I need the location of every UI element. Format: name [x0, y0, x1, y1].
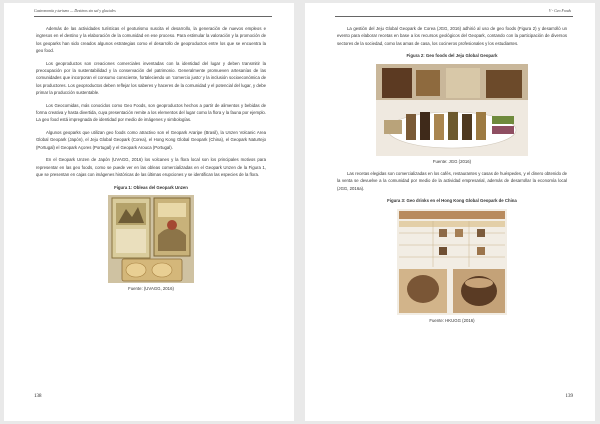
left-header-rule	[34, 16, 272, 17]
right-paragraph-2: Las recetas elegidas son comercializadas en los cafés, restaurantes y casas de huéspedes, y el dinero obtenido de la venta se devuelve a la comunidad por medio de la actividad empresarial, además de desarrollar la economía local (JGG, 2016a).	[337, 170, 567, 191]
figure-3-source: Fuente: HKUGG (2016)	[429, 317, 475, 323]
figure-1-photo	[108, 195, 194, 283]
right-running-header: V - Geo Foods	[548, 9, 571, 13]
left-page-number: 138	[34, 394, 42, 399]
figure-2-photo	[376, 64, 528, 156]
right-page-number: 139	[565, 394, 573, 399]
figure-1-source: Fuente: (UVAGG, 2016)	[128, 286, 174, 292]
right-header-rule	[335, 16, 573, 17]
left-paragraph-3: Los Geocomidas, más conocidos como Geo Foods, son geoproductos hechos a partir de alimentos y bebidas de forma creativa y hasta divertida, cuya presentación remite a los elementos del lugar como la flora y la fauna por ejemplo. La geo food está impregnada de identidad por medio de imágenes y simbologías.	[36, 102, 266, 123]
figure-2-title: Figura 2: Geo foods del Jeju Global Geopark	[406, 53, 498, 59]
left-paragraph-1: Además de las actividades turísticas el geoturismo suscita el desarrollo, la generación de nuevos empleos e ingresos en el destino y la elaboración de la comunidad en ese proceso. Para estimular la valoración y la promoción de los geoparks han sido creados algunos estrategias como el desarrollo de geoproductos entre los que se encuentra la geo food.	[36, 26, 266, 53]
right-paragraph-1: La gestión del Jeju Global Geopark de Corea (JGG, 2016) adhirió al uso de geo foods (Figura 2) y desarrolló un evento para elaborar recetas en base a los recursos geológicos del Geopark, contando con la participación de diversos sectores de la sociedad, como las amas de casa, los cocineros profesionales y los estudiantes.	[337, 26, 567, 46]
right-page	[305, 3, 595, 421]
left-page	[4, 3, 294, 421]
figure-1-title: Figura 1: Obleas del Geopark Unzen	[114, 184, 188, 190]
figure-3-photo	[397, 209, 507, 315]
left-paragraph-4: Algunos geoparks que utilizan geo foods como atractivo son el Geopark Araripe (Brasil), la Unzen Volcanic Area Global Geopark (Japón), el Jeju Global Geopark (Corea), el Hong Kong Global Geopark (China), el Geopark Naturtejo (Portugal) el Geopark Açores (Portugal) y el Geopark Arouca (Portugal).	[36, 130, 266, 150]
right-body-text	[337, 25, 567, 329]
left-paragraph-5: En el Geopark Unzen de Japón (UVAGG, 2016) los volcanes y la flora local son los principales motivos para representar en las geo foods, como se puede ver en las obleas comercializadas en el Geopark Unzen de la Figura 1, que se presentan en cajas con imágenes históricas de las últimas erupciones y se identifican las especies de la flora.	[36, 157, 266, 178]
figure-3-title: Figura 3: Geo drinks en el Hong Kong Global Geopark de China	[387, 198, 517, 204]
left-paragraph-2: Los geoproductos son creaciones comerciales inventadas con la identidad del lugar y deben transmitir la preocupación por la sustentabilidad y la conservación del patrimonio. Generalmente promueven artesanías de las comunidades que incorporan el consumo consciente, fortaleciendo un ‘comercio justo’ y la inclusión socioeconómica de los productores. Los geoproductos deben reflejar los saberes y haceres de la comunidad y el potencial del lugar, y debe primar la producción sustentable.	[36, 60, 266, 95]
left-running-header: Gastronomía y turismo — Destinos sin sal y glaciales	[34, 9, 116, 13]
figure-2-source: Fuente: JGG (2016)	[432, 158, 472, 164]
left-body-text	[36, 25, 266, 297]
